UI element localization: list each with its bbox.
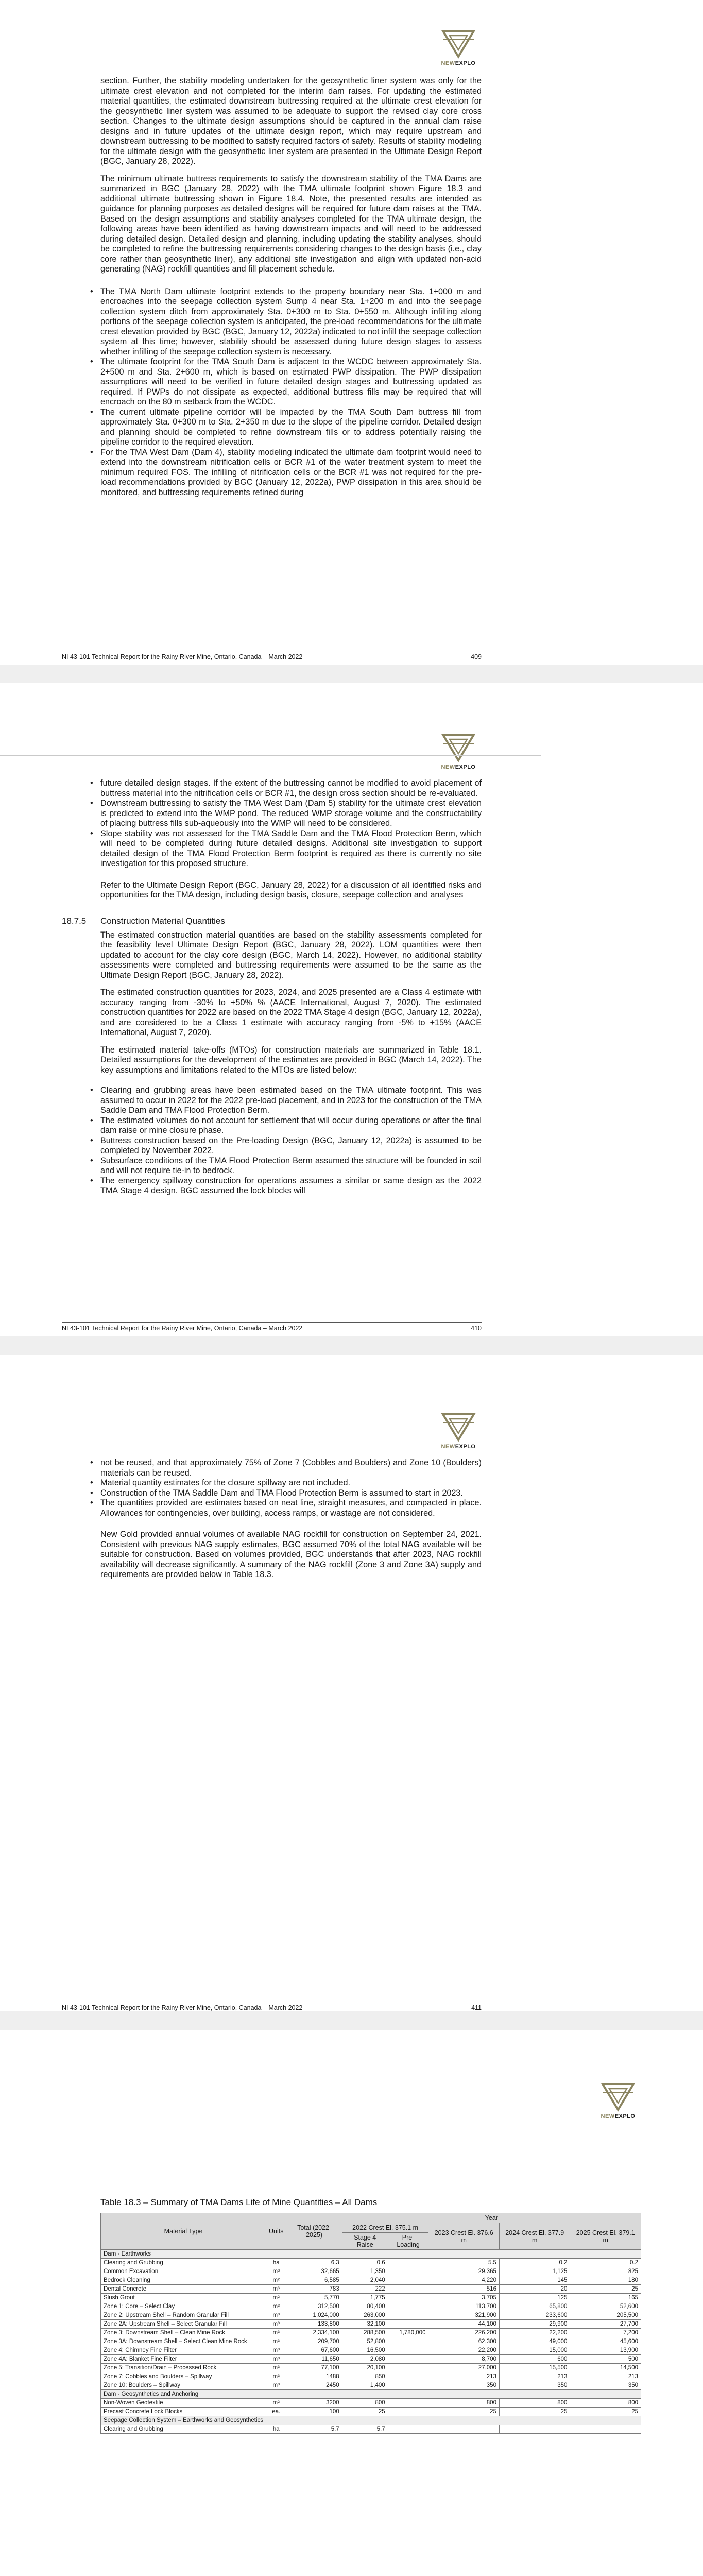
y2023-cell: 213 (428, 2372, 499, 2381)
preload-cell (388, 2355, 428, 2364)
list-item: • The TMA North Dam ultimate footprint extends to the property boundary near Sta. 1+000 m and encroaches into the seepage collection system Sump 4 near Sta. 1+200 m and into the seepage collection system ditch from approximately Sta. 0+300 m to Sta. 0+550 m. Although infilling along portions of the seepage collection system is anticipated, the pre-load recommendations for the ultimate crest elevation provided by BGC (BGC, January 12, 2022a) indicated to not infill the seepage collection system at this time; however, stability should be assessed during future design stages to assess whether infilling of the seepage collection system is necessary. (100, 287, 482, 358)
stage4-cell: 1,400 (342, 2381, 388, 2390)
preload-cell: 1,780,000 (388, 2329, 428, 2337)
total-cell: 100 (286, 2408, 342, 2416)
y2023-cell: 5.5 (428, 2259, 499, 2267)
list-item: • Material quantity estimates for the closure spillway are not included. (100, 1478, 482, 1488)
triangle-logo-icon (440, 28, 476, 59)
material-cell: Zone 10: Boulders – Spillway (101, 2381, 266, 2390)
total-cell: 3200 (286, 2399, 342, 2408)
y2025-cell: 825 (570, 2267, 641, 2276)
total-cell: 1,024,000 (286, 2311, 342, 2320)
material-cell: Zone 2A: Upstream Shell – Select Granular Fill (101, 2320, 266, 2329)
stage4-cell: 2,080 (342, 2355, 388, 2364)
footer-text: NI 43-101 Technical Report for the Rainy River Mine, Ontario, Canada – March 2022 (62, 1325, 303, 1332)
col-2025: 2025 Crest El. 379.1 m (570, 2223, 641, 2250)
col-material: Material Type (101, 2213, 266, 2250)
units-cell: m³ (266, 2355, 286, 2364)
units-cell: m² (266, 2276, 286, 2285)
y2025-cell: 180 (570, 2276, 641, 2285)
units-cell: ha (266, 2425, 286, 2434)
y2024-cell: 22,200 (499, 2329, 570, 2337)
y2024-cell (499, 2425, 570, 2434)
page-footer (62, 1322, 482, 1332)
preload-cell (388, 2346, 428, 2355)
y2024-cell: 125 (499, 2294, 570, 2302)
y2024-cell: 800 (499, 2399, 570, 2408)
category-label: Seepage Collection System – Earthworks and Geosynthetics (101, 2416, 641, 2425)
y2025-cell: 25 (570, 2285, 641, 2294)
table-row (101, 2302, 641, 2311)
company-logo: NEWEXPLO (435, 1412, 482, 1450)
material-cell: Precast Concrete Lock Blocks (101, 2408, 266, 2416)
total-cell: 312,500 (286, 2302, 342, 2311)
y2025-cell: 800 (570, 2399, 641, 2408)
stage4-cell: 800 (342, 2399, 388, 2408)
stage4-cell: 222 (342, 2285, 388, 2294)
y2023-cell: 226,200 (428, 2329, 499, 2337)
y2023-cell: 22,200 (428, 2346, 499, 2355)
col-stage4: Stage 4 Raise (342, 2233, 388, 2250)
col-2024: 2024 Crest El. 377.9 m (499, 2223, 570, 2250)
y2024-cell: 233,600 (499, 2311, 570, 2320)
stage4-cell: 2,040 (342, 2276, 388, 2285)
y2023-cell: 113,700 (428, 2302, 499, 2311)
preload-cell (388, 2311, 428, 2320)
material-cell: Zone 1: Core – Select Clay (101, 2302, 266, 2311)
preload-cell (388, 2259, 428, 2267)
preload-cell (388, 2381, 428, 2390)
units-cell: m³ (266, 2267, 286, 2276)
body-paragraph: Refer to the Ultimate Design Report (BGC, January 28, 2022) for a discussion of all identified risks and opportunities for the TMA design, including design basis, closure, seepage collection and analyses (100, 880, 482, 900)
table-row (101, 2259, 641, 2267)
table-row (101, 2267, 641, 2276)
total-cell: 209,700 (286, 2337, 342, 2346)
units-cell: m³ (266, 2337, 286, 2346)
table-row (101, 2285, 641, 2294)
list-item: • The current ultimate pipeline corridor will be impacted by the TMA South Dam buttress fill from approximately Sta. 0+300 m to Sta. 2+350 m due to the slope of the pipeline corridor. Detailed design and planning should be completed to refine downstream fills or to address potentially raising the pipeline corridor to the required elevation. (100, 408, 482, 448)
table-row (101, 2399, 641, 2408)
total-cell: 1488 (286, 2372, 342, 2381)
material-cell: Zone 3A: Downstream Shell – Select Clean Mine Rock (101, 2337, 266, 2346)
list-item: • The emergency spillway construction for operations assumes a similar or same design as the 2022 TMA Stage 4 design. BGC assumed the lock blocks will (100, 1176, 482, 1196)
units-cell: m² (266, 2399, 286, 2408)
col-units: Units (266, 2213, 286, 2250)
y2024-cell: 15,000 (499, 2346, 570, 2355)
units-cell: m³ (266, 2346, 286, 2355)
company-logo: NEWEXPLO (435, 732, 482, 770)
y2024-cell: 0.2 (499, 2259, 570, 2267)
preload-cell (388, 2285, 428, 2294)
body-paragraph: The estimated construction quantities for 2023, 2024, and 2025 presented are a Class 4 estimate with accuracy ranging from -30% to +50% % (AACE International, August 7, 2020). The estimated construction quantities for 2022 are based on the 2022 TMA Stage 4 design (BGC, January 12, 2022a), and are considered to be a Class 1 estimate with accuracy ranging from -5% to +15% (AACE International, August 7, 2020). (100, 988, 482, 1037)
material-cell: Dental Concrete (101, 2285, 266, 2294)
units-cell: m³ (266, 2285, 286, 2294)
company-logo: NEWEXPLO (595, 2081, 641, 2120)
stage4-cell: 288,500 (342, 2329, 388, 2337)
material-cell: Common Excavation (101, 2267, 266, 2276)
page-412 (0, 2030, 703, 2576)
page-411 (0, 1355, 703, 2011)
triangle-logo-icon (600, 2081, 636, 2112)
list-item: • future detailed design stages. If the extent of the buttressing cannot be modified to avoid placement of buttress material into the nitrification cells or BCR #1, the design cross section should be re-evaluated. (100, 778, 482, 799)
page-409 (0, 0, 703, 665)
col-2023: 2023 Crest El. 376.6 m (428, 2223, 499, 2250)
preload-cell (388, 2294, 428, 2302)
page-footer (62, 2002, 482, 2011)
material-cell: Zone 5: Transition/Drain – Processed Rock (101, 2364, 266, 2372)
y2024-cell: 15,500 (499, 2364, 570, 2372)
preload-cell (388, 2372, 428, 2381)
units-cell: m² (266, 2294, 286, 2302)
units-cell: m³ (266, 2311, 286, 2320)
col-year: Year (342, 2213, 641, 2223)
stage4-cell: 1,775 (342, 2294, 388, 2302)
table-category-row (101, 2250, 641, 2259)
table-body (101, 2250, 641, 2434)
page-body (100, 76, 482, 505)
page-header (0, 683, 703, 770)
y2023-cell: 25 (428, 2408, 499, 2416)
body-paragraph: The minimum ultimate buttress requirements to satisfy the downstream stability of the TMA Dams are summarized in BGC (January 28, 2022) with the TMA ultimate footprint shown Figure 18.3 and additional ultimate buttressing shown in Figure 18.4. Note, the presented results are intended as guidance for planning purposes as detailed designs will be required for future dam raises at the TMA. Based on the design assumptions and stability analyses completed for the TMA ultimate design, the following areas have been identified as having downstream impacts and will need to be addressed during detailed design. Detailed design and planning, including updating the stability analyses, should be completed to refine the buttressing requirements considering changes to the design basis (i.e., clay core rather than geosynthetic liner), any additional site investigation and align with updated non-acid generating (NAG) rockfill quantities and fill placement schedule. (100, 174, 482, 274)
stage4-cell: 1,350 (342, 2267, 388, 2276)
table-row (101, 2408, 641, 2416)
units-cell: m³ (266, 2364, 286, 2372)
total-cell: 783 (286, 2285, 342, 2294)
stage4-cell: 52,800 (342, 2337, 388, 2346)
page-number: 410 (471, 1325, 482, 1332)
page-footer (62, 651, 482, 660)
y2025-cell: 0.2 (570, 2259, 641, 2267)
company-logo: NEWEXPLO (435, 28, 482, 66)
y2024-cell: 213 (499, 2372, 570, 2381)
preload-cell (388, 2337, 428, 2346)
units-cell: m³ (266, 2372, 286, 2381)
y2023-cell: 44,100 (428, 2320, 499, 2329)
material-cell: Zone 4: Chimney Fine Filter (101, 2346, 266, 2355)
list-item: • The quantities provided are estimates based on neat line, straight measures, and compacted in place. Allowances for contingencies, over building, access ramps, or wastage are not considered. (100, 1498, 482, 1518)
list-item: • For the TMA West Dam (Dam 4), stability modeling indicated the ultimate dam footprint would need to extend into the downstream nitrification cells or BCR #1 of the water treatment system to meet the minimum required FOS. The infilling of nitrification cells or the BCR #1 was not required for the pre-load recommendations provided by BGC (January 12, 2022a), PWP dissipation in this area should be monitored, and buttressing requirements refined during (100, 448, 482, 498)
stage4-cell: 263,000 (342, 2311, 388, 2320)
units-cell: m³ (266, 2329, 286, 2337)
page-body (100, 1458, 482, 1587)
material-cell: Zone 4A: Blanket Fine Filter (101, 2355, 266, 2364)
y2024-cell: 29,900 (499, 2320, 570, 2329)
page-header (0, 0, 703, 66)
total-cell: 5.7 (286, 2425, 342, 2434)
table-row (101, 2381, 641, 2390)
page-410 (0, 683, 703, 1336)
units-cell: ea. (266, 2408, 286, 2416)
y2023-cell: 350 (428, 2381, 499, 2390)
body-paragraph: The estimated material take-offs (MTOs) for construction materials are summarized in Table 18.1. Detailed assumptions for the development of the estimates are provided in BGC (March 14, 2022). The key assumptions and limitations related to the MTOs are listed below: (100, 1045, 482, 1075)
table-row (101, 2337, 641, 2346)
list-item: • The estimated volumes do not account for settlement that will occur during operations or after the final dam raise or mine closure phase. (100, 1116, 482, 1136)
y2025-cell: 52,600 (570, 2302, 641, 2311)
stage4-cell: 25 (342, 2408, 388, 2416)
table-row (101, 2311, 641, 2320)
preload-cell (388, 2399, 428, 2408)
total-cell: 6.3 (286, 2259, 342, 2267)
total-cell: 6,585 (286, 2276, 342, 2285)
preload-cell (388, 2320, 428, 2329)
y2025-cell: 213 (570, 2372, 641, 2381)
table-row (101, 2294, 641, 2302)
y2023-cell: 321,900 (428, 2311, 499, 2320)
y2023-cell: 4,220 (428, 2276, 499, 2285)
material-cell: Non-Woven Geotextile (101, 2399, 266, 2408)
y2024-cell: 65,800 (499, 2302, 570, 2311)
list-item: • The ultimate footprint for the TMA South Dam is adjacent to the WCDC between approximately Sta. 2+500 m and Sta. 2+600 m, which is based on estimated PWP dissipation. The PWP dissipation assumptions will need to be verified in future detailed design stages and buttressing updated as required. If PWPs do not dissipate as expected, additional buttress fills may be required that will encroach on the 80 m setback from the WCDC. (100, 357, 482, 408)
body-paragraph: New Gold provided annual volumes of available NAG rockfill for construction on September 24, 2021. Consistent with previous NAG supply estimates, BGC assumed 70% of the total NAG available will be suitable for construction. Based on volumes provided, BGC understands that after 2023, NAG rockfill availability will decrease significantly. A summary of the NAG rockfill (Zone 3 and Zone 3A) supply and requirements are provided below in Table 18.3. (100, 1530, 482, 1579)
page-body (62, 778, 482, 1204)
stage4-cell: 32,100 (342, 2320, 388, 2329)
y2023-cell: 800 (428, 2399, 499, 2408)
total-cell: 2,334,100 (286, 2329, 342, 2337)
footer-text: NI 43-101 Technical Report for the Rainy River Mine, Ontario, Canada – March 2022 (62, 653, 303, 660)
list-item: • Subsurface conditions of the TMA Flood Protection Berm assumed the structure will be founded in soil and will not require tie-in to bedrock. (100, 1156, 482, 1176)
body-paragraph: section. Further, the stability modeling undertaken for the geosynthetic liner system was only for the ultimate crest elevation and not completed for the interim dam raises. For updating the estimated material quantities, the estimated downstream buttressing required at the ultimate crest elevation for the geosynthetic liner system was assumed to be adequate to support the revised clay core cross section. Changes to the ultimate design assumptions should be captured in the annual dam raise designs and in future updates of the ultimate design report, which may require upstream and downstream buttressing to be modified to satisfy required factors of safety. Results of stability modeling for the ultimate design with the geosynthetic liner system are presented in the Ultimate Design Report (BGC, January 28, 2022). (100, 76, 482, 166)
page-number: 411 (471, 2004, 482, 2011)
y2023-cell: 516 (428, 2285, 499, 2294)
y2024-cell: 350 (499, 2381, 570, 2390)
material-cell: Zone 3: Downstream Shell – Clean Mine Rock (101, 2329, 266, 2337)
y2025-cell: 45,600 (570, 2337, 641, 2346)
total-cell: 67,600 (286, 2346, 342, 2355)
total-cell: 133,800 (286, 2320, 342, 2329)
table-wrapper (100, 2197, 641, 2434)
y2023-cell (428, 2425, 499, 2434)
section-heading (62, 916, 482, 926)
y2023-cell: 62,300 (428, 2337, 499, 2346)
y2024-cell: 600 (499, 2355, 570, 2364)
y2025-cell (570, 2425, 641, 2434)
preload-cell (388, 2408, 428, 2416)
y2024-cell: 20 (499, 2285, 570, 2294)
preload-cell (388, 2267, 428, 2276)
list-item: • Downstream buttressing to satisfy the TMA West Dam (Dam 5) stability for the ultimate crest elevation is predicted to extend into the WMP pond. The reduced WMP storage volume and the constructability of placing buttress fills sub-aqueously into the WMP will need to be considered. (100, 799, 482, 829)
list-item: • Slope stability was not assessed for the TMA Saddle Dam and the TMA Flood Protection Berm, which will need to be completed during future detailed designs. Additional site investigation to support detailed design of the TMA Flood Protection Berm footprint is required as there is currently no site investigation for this proposed structure. (100, 829, 482, 869)
bullet-list (100, 287, 482, 498)
quantities-table (100, 2213, 641, 2434)
material-cell: Slush Grout (101, 2294, 266, 2302)
preload-cell (388, 2425, 428, 2434)
col-total: Total (2022-2025) (286, 2213, 342, 2250)
bullet-list (100, 1458, 482, 1518)
stage4-cell: 5.7 (342, 2425, 388, 2434)
y2025-cell: 165 (570, 2294, 641, 2302)
table-row (101, 2276, 641, 2285)
section-title: Construction Material Quantities (100, 916, 225, 926)
category-label: Dam - Earthworks (101, 2250, 641, 2259)
y2025-cell: 205,500 (570, 2311, 641, 2320)
y2025-cell: 500 (570, 2355, 641, 2364)
material-cell: Zone 7: Cobbles and Boulders – Spillway (101, 2372, 266, 2381)
units-cell: m³ (266, 2320, 286, 2329)
total-cell: 77,100 (286, 2364, 342, 2372)
triangle-logo-icon (440, 732, 476, 763)
category-label: Dam - Geosynthetics and Anchoring (101, 2390, 641, 2399)
y2025-cell: 350 (570, 2381, 641, 2390)
stage4-cell: 850 (342, 2372, 388, 2381)
total-cell: 11,650 (286, 2355, 342, 2364)
table-row (101, 2355, 641, 2364)
page-header (0, 1355, 703, 1450)
table-category-row (101, 2416, 641, 2425)
y2025-cell: 25 (570, 2408, 641, 2416)
section-number: 18.7.5 (62, 916, 87, 926)
table-row (101, 2364, 641, 2372)
stage4-cell: 80,400 (342, 2302, 388, 2311)
stage4-cell: 16,500 (342, 2346, 388, 2355)
list-item: • not be reused, and that approximately 75% of Zone 7 (Cobbles and Boulders) and Zone 10 (Boulders) materials can be reused. (100, 1458, 482, 1478)
triangle-logo-icon (440, 1412, 476, 1443)
body-paragraph: The estimated construction material quantities are based on the stability assessments completed for the feasibility level Ultimate Design Report (BGC, January 28, 2022). LOM quantities were then updated to account for the clay core design (BGC, March 14, 2022). However, no additional stability assessments were completed and buttressing requirements were assumed to be the same as the Ultimate Design Report (BGC, January 28, 2022). (100, 930, 482, 980)
page-header (0, 2030, 703, 2120)
table-category-row (101, 2390, 641, 2399)
preload-cell (388, 2276, 428, 2285)
y2023-cell: 8,700 (428, 2355, 499, 2364)
material-cell: Bedrock Cleaning (101, 2276, 266, 2285)
page-number: 409 (471, 653, 482, 660)
units-cell: m³ (266, 2381, 286, 2390)
footer-text: NI 43-101 Technical Report for the Rainy River Mine, Ontario, Canada – March 2022 (62, 2004, 303, 2011)
stage4-cell: 0.6 (342, 2259, 388, 2267)
y2023-cell: 3,705 (428, 2294, 499, 2302)
list-item: • Construction of the TMA Saddle Dam and TMA Flood Protection Berm is assumed to start in 2023. (100, 1488, 482, 1499)
table-title: Table 18.3 – Summary of TMA Dams Life of Mine Quantities – All Dams (100, 2197, 378, 2207)
list-item: • Buttress construction based on the Pre-loading Design (BGC, January 12, 2022a) is assumed to be completed by November 2022. (100, 1136, 482, 1156)
y2024-cell: 25 (499, 2408, 570, 2416)
table-row (101, 2425, 641, 2434)
units-cell: m³ (266, 2302, 286, 2311)
col-preload: Pre-Loading (388, 2233, 428, 2250)
total-cell: 2450 (286, 2381, 342, 2390)
y2024-cell: 145 (499, 2276, 570, 2285)
y2023-cell: 27,000 (428, 2364, 499, 2372)
material-cell: Zone 2: Upstream Shell – Random Granular Fill (101, 2311, 266, 2320)
table-row (101, 2346, 641, 2355)
bullet-list (100, 1086, 482, 1196)
y2025-cell: 13,900 (570, 2346, 641, 2355)
y2025-cell: 7,200 (570, 2329, 641, 2337)
list-item: • Clearing and grubbing areas have been estimated based on the TMA ultimate footprint. This was assumed to occur in 2022 for the 2022 pre-load placement, and in 2023 for the construction of the TMA Saddle Dam and TMA Flood Protection Berm. (100, 1086, 482, 1116)
bullet-list (100, 778, 482, 869)
table-row (101, 2329, 641, 2337)
y2024-cell: 1,125 (499, 2267, 570, 2276)
preload-cell (388, 2364, 428, 2372)
y2025-cell: 27,700 (570, 2320, 641, 2329)
y2023-cell: 29,365 (428, 2267, 499, 2276)
preload-cell (388, 2302, 428, 2311)
table-row (101, 2372, 641, 2381)
stage4-cell: 20,100 (342, 2364, 388, 2372)
col-2022: 2022 Crest El. 375.1 m (342, 2223, 428, 2233)
total-cell: 32,665 (286, 2267, 342, 2276)
material-cell: Clearing and Grubbing (101, 2259, 266, 2267)
units-cell: ha (266, 2259, 286, 2267)
total-cell: 5,770 (286, 2294, 342, 2302)
table-row (101, 2320, 641, 2329)
y2025-cell: 14,500 (570, 2364, 641, 2372)
y2024-cell: 49,000 (499, 2337, 570, 2346)
material-cell: Clearing and Grubbing (101, 2425, 266, 2434)
